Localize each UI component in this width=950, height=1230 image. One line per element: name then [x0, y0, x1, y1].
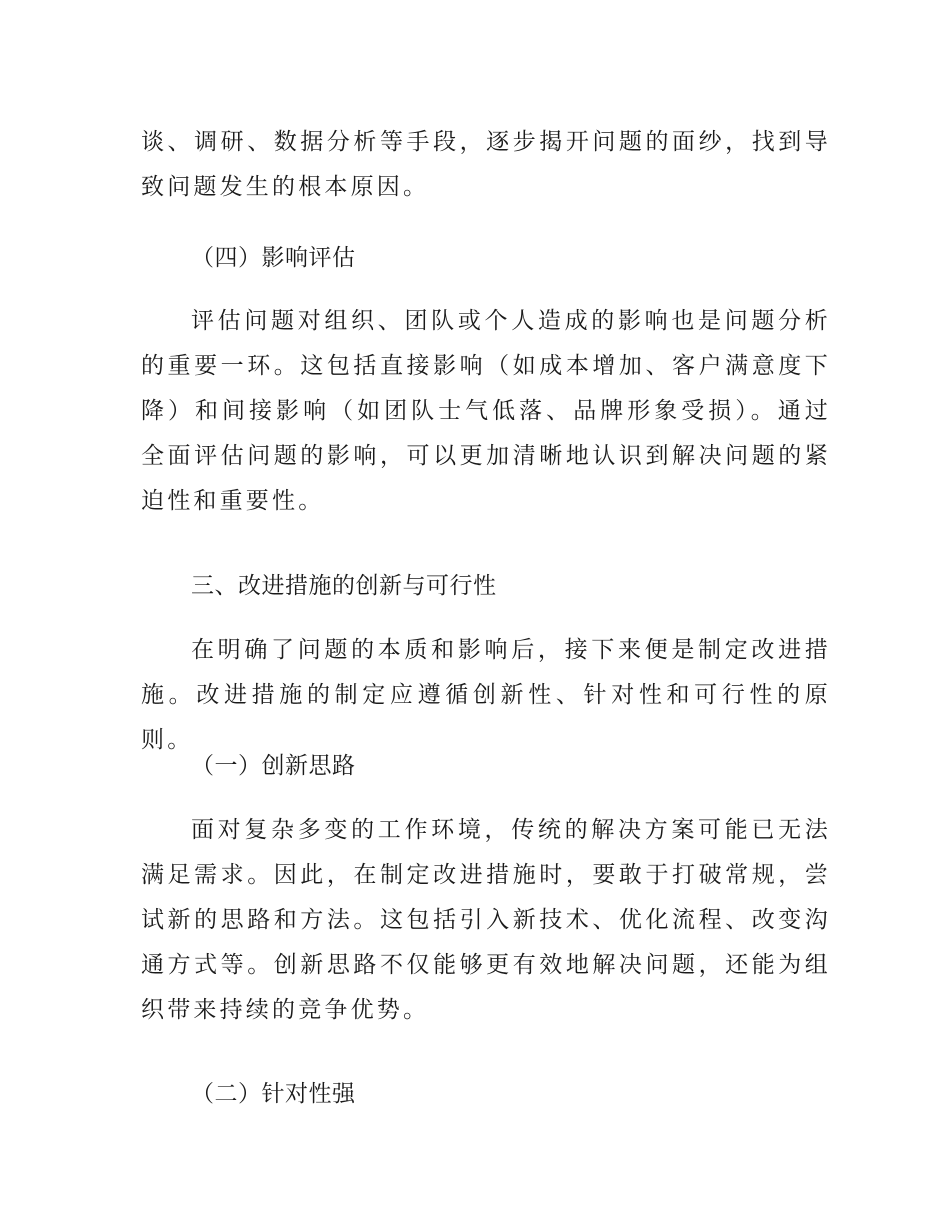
- paragraph-root-cause: 谈、调研、数据分析等手段，逐步揭开问题的面纱，找到导致问题发生的根本原因。: [141, 129, 831, 200]
- heading-innovative-thinking: （一）创新思路: [191, 753, 356, 779]
- heading-targeted: （二）针对性强: [191, 1081, 356, 1107]
- paragraph-impact-assessment: 评估问题对组织、团队或个人造成的影响也是问题分析的重要一环。这包括直接影响（如成本增加、客户满意度下降）和间接影响（如团队士气低落、品牌形象受损）。通过全面评估问题的影响，可以更加清晰地认识到解决问题的紧迫性和重要性。: [141, 308, 831, 514]
- heading-section-three: 三、改进措施的创新与可行性: [191, 573, 497, 599]
- paragraph-improvement-intro: 在明确了问题的本质和影响后，接下来便是制定改进措施。改进措施的制定应遵循创新性、针对性和可行性的原则。: [141, 637, 831, 753]
- heading-impact-assessment: （四）影响评估: [191, 245, 356, 271]
- paragraph-innovative-thinking: 面对复杂多变的工作环境，传统的解决方案可能已无法满足需求。因此，在制定改进措施时，要敢于打破常规，尝试新的思路和方法。这包括引入新技术、优化流程、改变沟通方式等。创新思路不仅能够更有效地解决问题，还能为组织带来持续的竞争优势。: [141, 817, 831, 1023]
